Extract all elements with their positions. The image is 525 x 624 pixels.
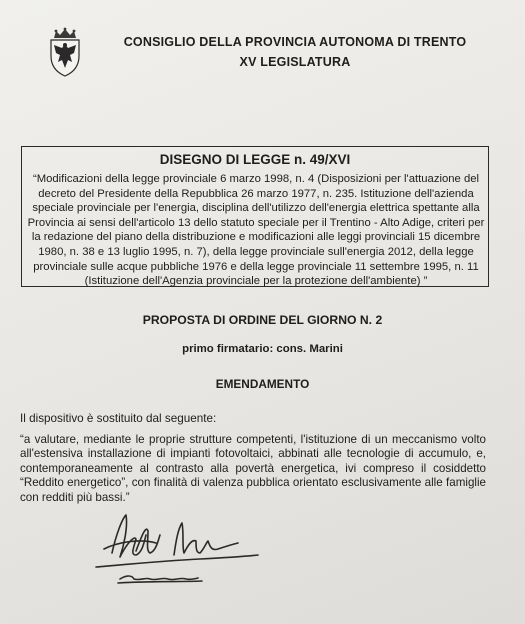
council-name: CONSIGLIO DELLA PROVINCIA AUTONOMA DI TRENTO — [123, 35, 467, 49]
amendment-title: EMENDAMENTO — [215, 377, 310, 391]
amendment-text: “a valutare, mediante le proprie strutture competenti, l'istituzione di un meccanismo volto all'estensiva installazione di impianti fotovoltaici, abbinati alle tecnologie di accumulo, e, contemporaneamente al contrasto alla povertà energetica, ivi compreso il cosiddetto “Reddito energetico”, con finalità di valenza pubblica orientato esclusivamente alle famiglie con redditi più bassi.” — [20, 433, 486, 504]
first-signatory: primo firmatario: cons. Marini — [182, 343, 343, 355]
bill-box — [21, 146, 489, 287]
bill-text: “Modificazioni della legge provinciale 6 marzo 1998, n. 4 (Disposizioni per l'attuazione del decreto del Presidente della Repubblica 26 marzo 1977, n. 235. Istituzione dell'azienda speciale provinciale per l'energia, disciplina dell'utilizzo dell'energia elettrica spettante alla Provincia ai sensi dell'articolo 13 dello statuto speciale per il Trentino - Alto Adige, criteri per la redazione del piano della distribuzione e modificazioni alle leggi provinciali 15 dicembre 1980, n. 38 e 13 luglio 1995, n. 7), della legge provinciale sull'energia 2012, della legge provinciale sulle acque pubbliche 1976 e della legge provinciale 11 settembre 1995, n. 11 (Istituzione dell'Agenzia provinciale per la protezione dell'ambiente) ” — [27, 173, 485, 288]
proposal-title: PROPOSTA DI ORDINE DEL GIORNO N. 2 — [142, 313, 383, 327]
amendment-intro: Il dispositivo è sostituito dal seguente: — [20, 412, 217, 425]
signature-icon — [90, 505, 290, 595]
bill-title: DISEGNO DI LEGGE n. 49/XVI — [159, 152, 351, 167]
legislature: XV LEGISLATURA — [239, 55, 351, 69]
coat-of-arms-icon — [46, 26, 84, 78]
